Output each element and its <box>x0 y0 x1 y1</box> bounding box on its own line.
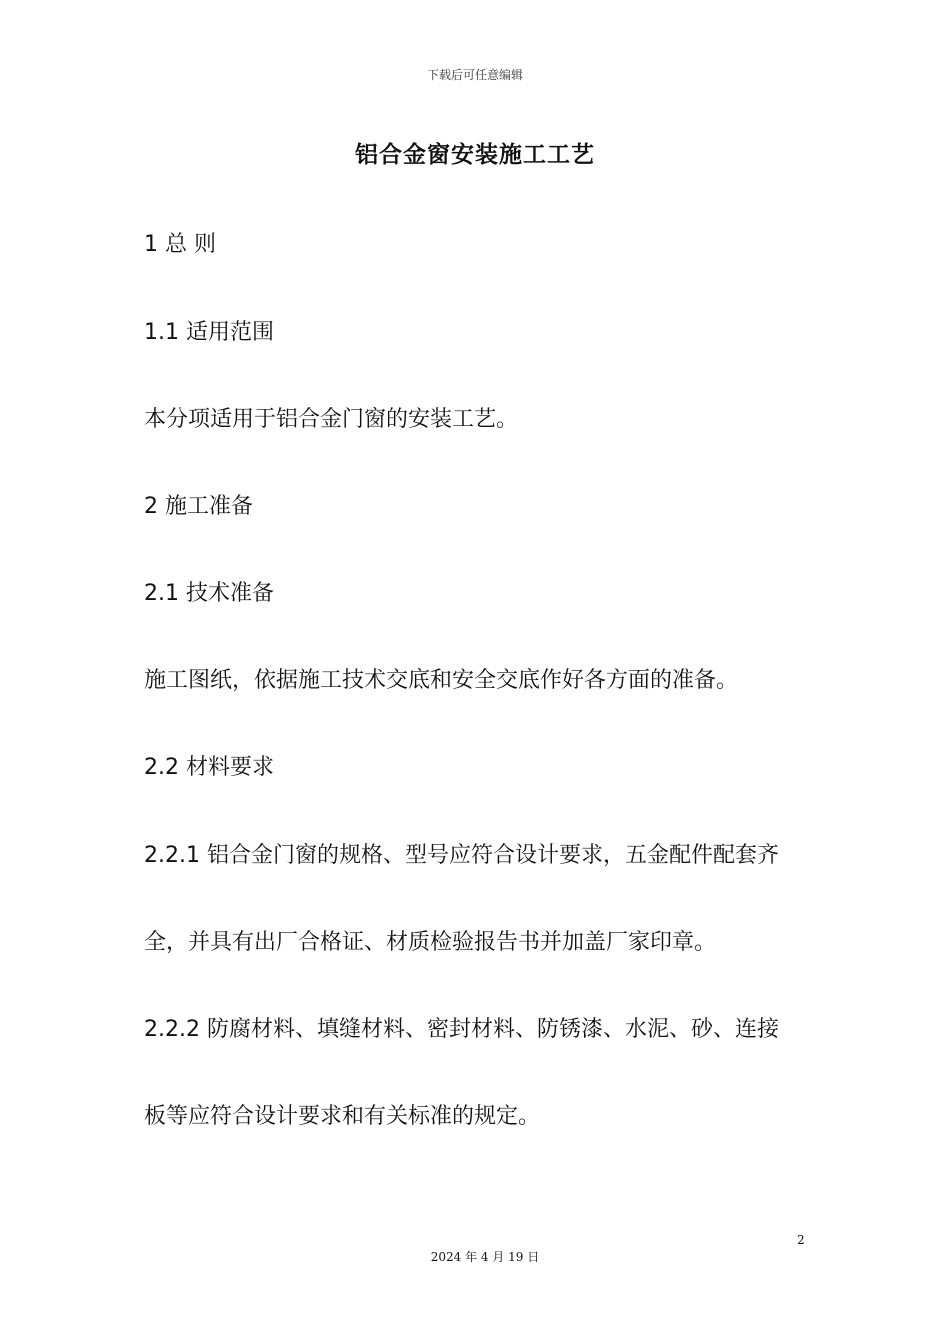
paragraph-2-2-1-line-1: 2.2.1 铝合金门窗的规格、型号应符合设计要求，五金配件配套齐 <box>144 843 779 868</box>
footer-date: 2024 年 4 月 19 日 <box>430 1250 540 1264</box>
section-heading-1: 1 总 则 <box>144 232 216 257</box>
paragraph-2-2-1-line-2: 全，并具有出厂合格证、材质检验报告书并加盖厂家印章。 <box>144 930 717 955</box>
section-heading-2: 2 施工准备 <box>144 494 253 519</box>
paragraph-2-2-2-line-1: 2.2.2 防腐材料、填缝材料、密封材料、防锈漆、水泥、砂、连接 <box>144 1017 779 1042</box>
paragraph-2-2-2-line-2: 板等应符合设计要求和有关标准的规定。 <box>144 1104 541 1129</box>
subsection-heading-2-1: 2.1 技术准备 <box>144 581 274 606</box>
header-note: 下载后可任意编辑 <box>426 68 523 82</box>
subsection-heading-1-1: 1.1 适用范围 <box>144 320 274 345</box>
subsection-heading-2-2: 2.2 材料要求 <box>144 755 274 780</box>
page-number: 2 <box>797 1233 805 1247</box>
paragraph-scope: 本分项适用于铝合金门窗的安装工艺。 <box>144 407 519 432</box>
paragraph-technical-prep: 施工图纸，依据施工技术交底和安全交底作好各方面的准备。 <box>144 668 739 693</box>
document-title: 铝合金窗安装施工工艺 <box>355 142 595 168</box>
